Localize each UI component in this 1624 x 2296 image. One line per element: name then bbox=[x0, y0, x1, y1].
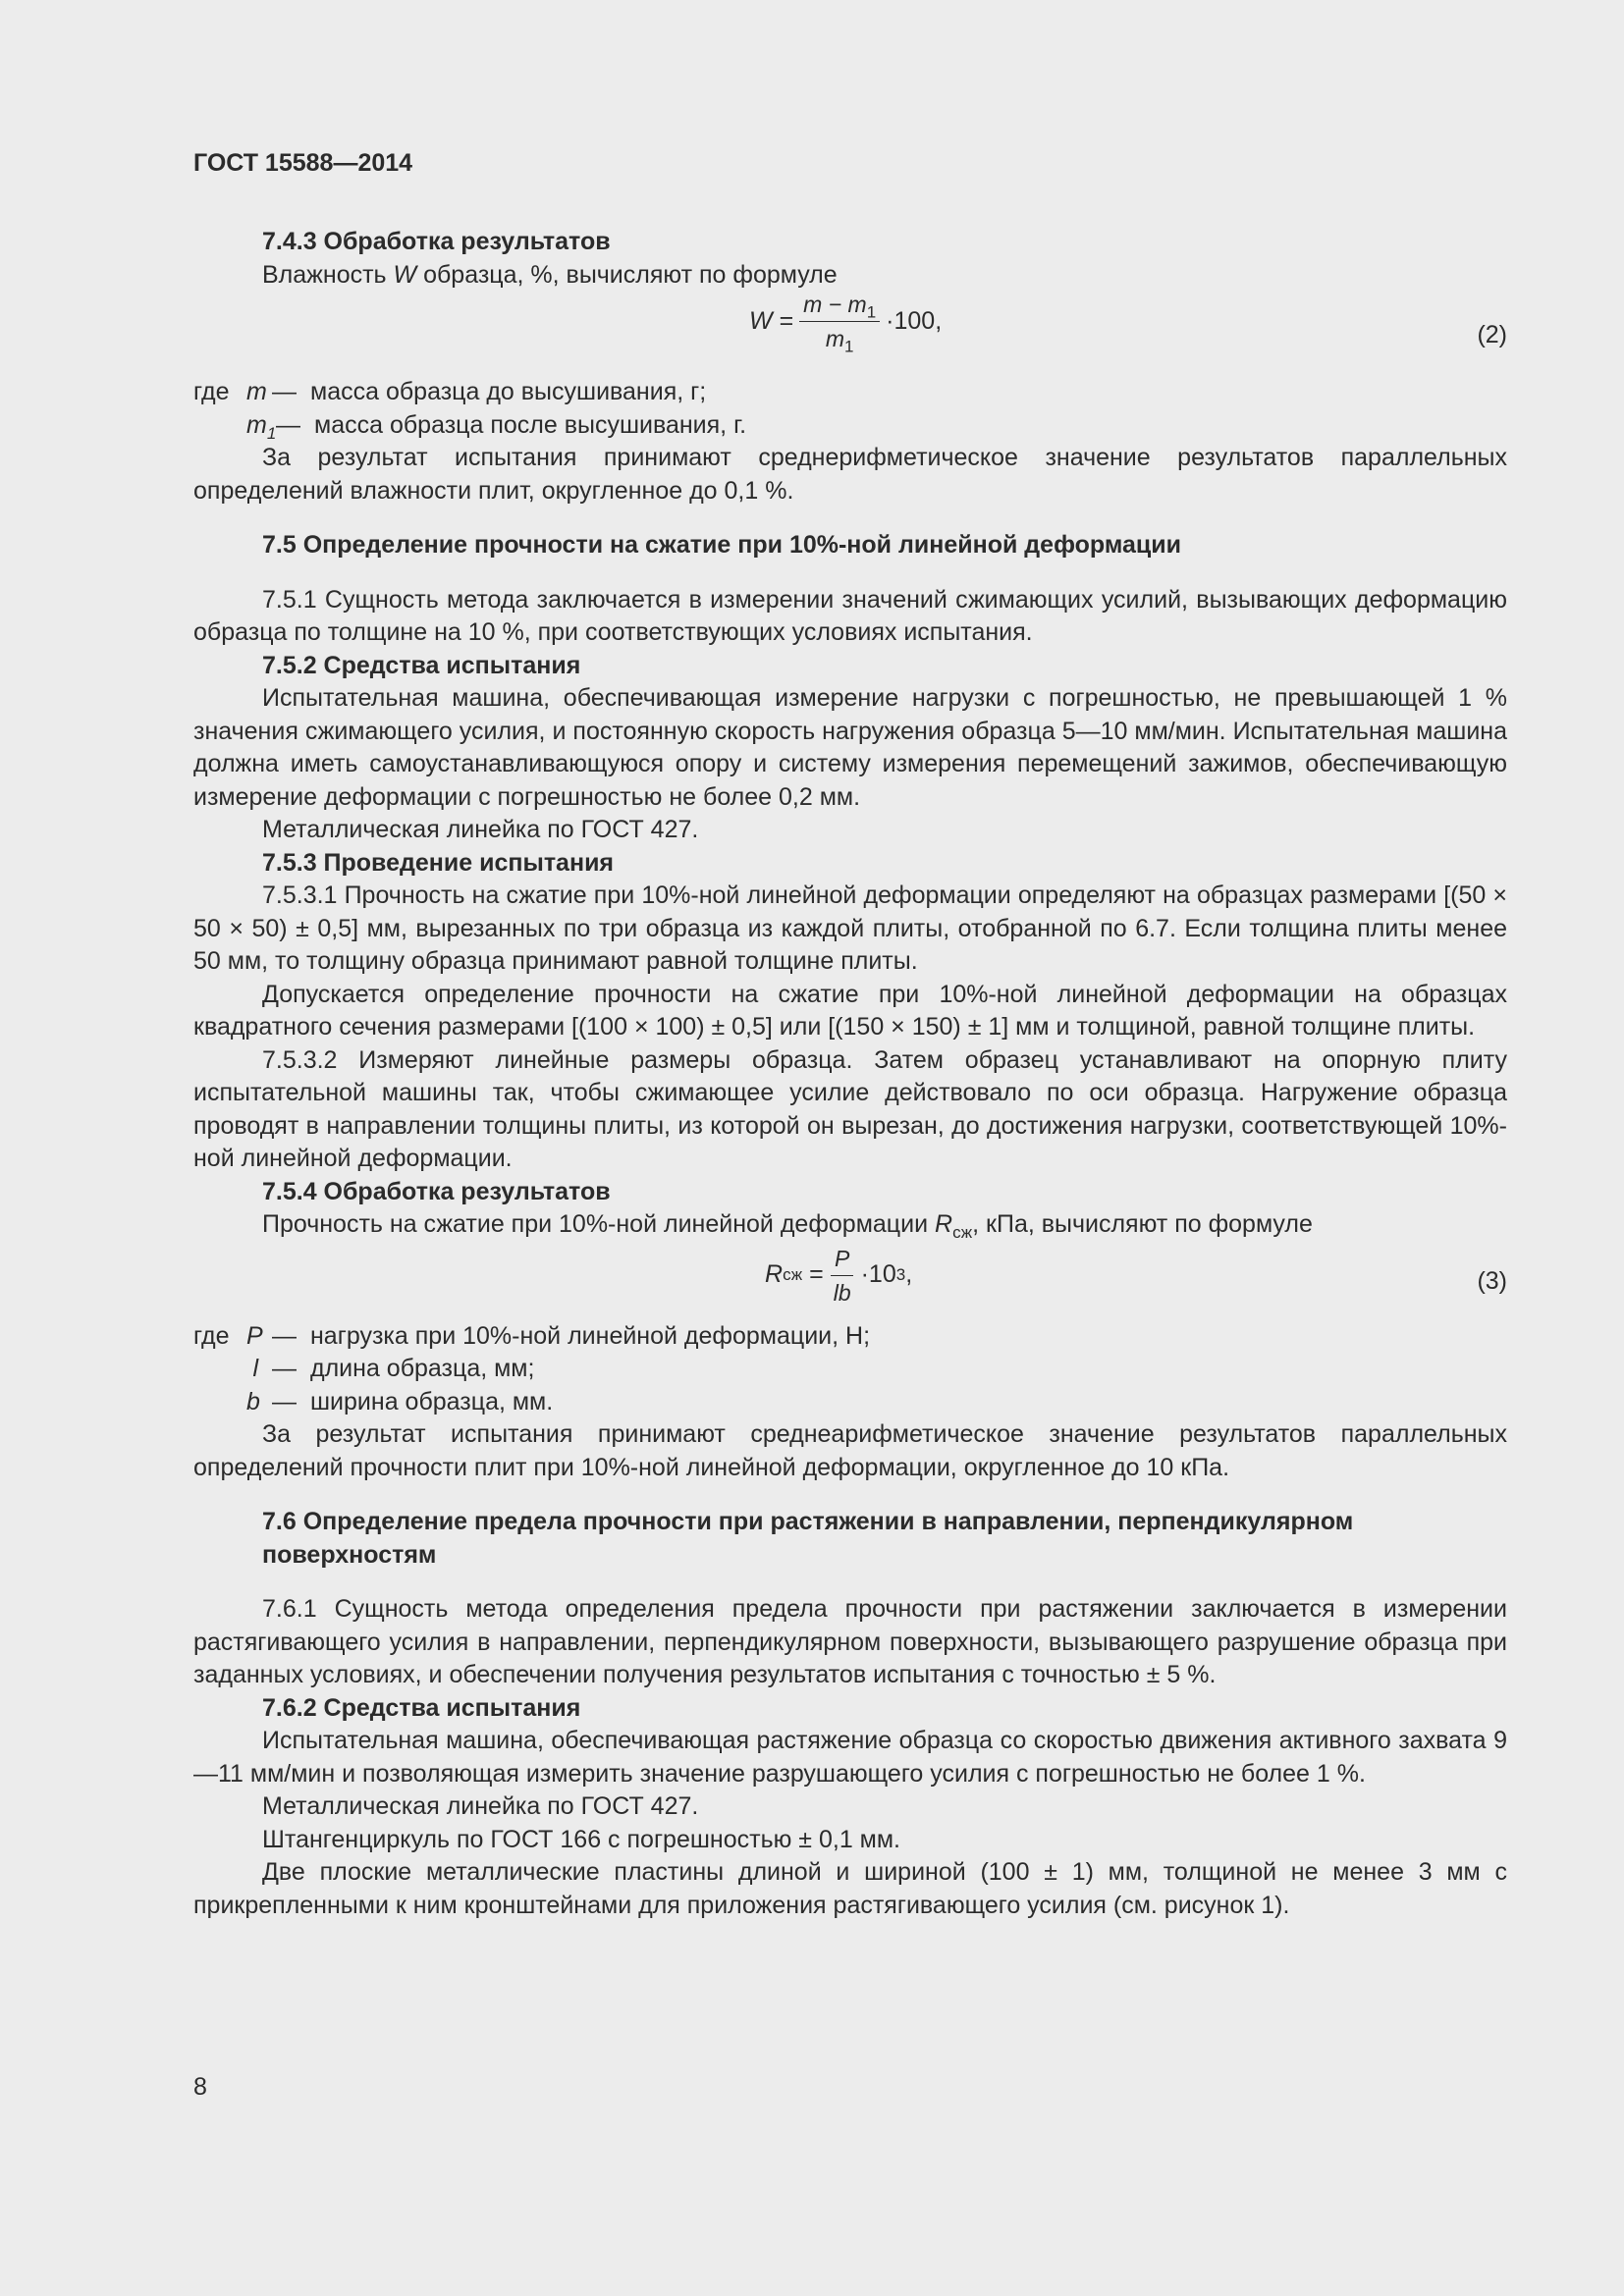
where-row-l: l — длина образца, мм; bbox=[252, 1355, 535, 1382]
document-body bbox=[193, 226, 1507, 1922]
section-heading-7-6-line1: 7.6 Определение предела прочности при растяжении в направлении, перпендикулярном bbox=[262, 1508, 1354, 1535]
formula-3 bbox=[193, 1242, 1507, 1320]
paragraph-moisture-result: За результат испытания принимают среднерифметическое значение результатов параллельных определений влажности плит, округленное до 0,1 %. bbox=[193, 444, 1507, 505]
where-row-b: b — ширина образца, мм. bbox=[246, 1387, 554, 1415]
paragraph-7-5-3-1-alt: Допускается определение прочности на сжатие при 10%-ной линейной деформации на образцах квадратного сечения размерами [(100 × 100) ± 0,5] или [(150 × 150) ± 1] мм и толщиной, равной толщине плиты. bbox=[193, 980, 1507, 1041]
section-heading-7-6-line2: поверхностям bbox=[262, 1540, 437, 1569]
page-number: 8 bbox=[193, 2073, 207, 2101]
formula-2-body: W = $\frac{m - m_1}{m_1}$ ·100, bbox=[749, 292, 943, 356]
formula-3-body: R сж = $\frac{P}{lb}$ ·10 3 , bbox=[765, 1245, 913, 1306]
formula-2-fraction: $\frac{m - m_1}{m_1}$ bbox=[799, 292, 880, 351]
paragraph-7-5-2-machine: Испытательная машина, обеспечивающая измерение нагрузки с погрешностью, не превышающей 1 % значения сжимающего усилия, и постоянную скорость нагружения образца 5—10 мм/мин. Испытательная машина должна иметь самоустанавливающуюся опору и систему измерения перемещений зажимов, обеспечивающую измерение деформации с погрешностью не более 0,2 мм. bbox=[193, 684, 1507, 811]
document-header: ГОСТ 15588—2014 bbox=[193, 149, 413, 177]
paragraph-7-6-2-ruler: Металлическая линейка по ГОСТ 427. bbox=[262, 1792, 699, 1820]
paragraph-7-5-2-ruler: Металлическая линейка по ГОСТ 427. bbox=[262, 816, 699, 843]
formula-3-number: (3) bbox=[1477, 1266, 1507, 1295]
paragraph-7-5-1: 7.5.1 Сущность метода заключается в измерении значений сжимающих усилий, вызывающих деформацию образца по толщине на 10 %, при соответствующих условиях испытания. bbox=[193, 585, 1507, 646]
section-heading-7-5-2: 7.5.2 Средства испытания bbox=[262, 651, 581, 679]
section-heading-7-5: 7.5 Определение прочности на сжатие при 10%-ной линейной деформации bbox=[262, 531, 1181, 559]
where-row-m1: $m_1$ — масса образца после высушивания, г. bbox=[246, 410, 747, 443]
where-row-P: где P — нагрузка при 10%-ной линейной деформации, Н; bbox=[193, 1321, 871, 1350]
paragraph-7-5-3-2: 7.5.3.2 Измеряют линейные размеры образца. Затем образец устанавливают на опорную плиту испытательной машины так, чтобы сжимающее усилие действовало по оси образца. Нагружение образца проводят в направлении толщины плиты, из которой он вырезан, до достижения нагрузки, соответствующей 10%-ной линейной деформации. bbox=[193, 1045, 1507, 1172]
paragraph-strength-intro: Прочность на сжатие при 10%-ной линейной деформации $R_{сж}$, кПа, вычисляют по формуле bbox=[262, 1210, 1313, 1242]
formula-2-number: (2) bbox=[1477, 321, 1507, 348]
formula-3-fraction: $\frac{P}{lb}$ bbox=[830, 1246, 855, 1306]
paragraph-7-5-3-1: 7.5.3.1 Прочность на сжатие при 10%-ной линейной деформации определяют на образцах размерами [(50 × 50 × 50) ± 0,5] мм, вырезанных по три образца из каждой плиты, отобранной по 6.7. Если толщина плиты менее 50 мм, то толщину образца принимают равной толщине плиты. bbox=[193, 881, 1507, 975]
paragraph-moisture-intro: Влажность W образца, %, вычисляют по формуле bbox=[262, 260, 838, 289]
section-heading-7-5-3: 7.5.3 Проведение испытания bbox=[262, 848, 615, 877]
formula-2 bbox=[193, 292, 1507, 376]
where-row-m: где m — масса образца до высушивания, г; bbox=[193, 378, 707, 405]
paragraph-7-6-1: 7.6.1 Сущность метода определения предела прочности при растяжении заключается в измерении растягивающего усилия в направлении, перпендикулярном поверхности, вызывающего разрушение образца при заданных условиях, и обеспечении получения результатов испытания с точностью ± 5 %. bbox=[193, 1595, 1507, 1688]
section-heading-7-5-4: 7.5.4 Обработка результатов bbox=[262, 1177, 611, 1205]
paragraph-7-6-2-caliper: Штангенциркуль по ГОСТ 166 с погрешностью ± 0,1 мм. bbox=[262, 1825, 900, 1853]
paragraph-7-6-2-plates: Две плоские металлические пластины длиной и шириной (100 ± 1) мм, толщиной не менее 3 мм с прикрепленными к ним кронштейнами для приложения растягивающего усилия (см. рисунок 1). bbox=[193, 1858, 1507, 1919]
section-heading-7-4-3: 7.4.3 Обработка результатов bbox=[262, 228, 611, 255]
paragraph-strength-result: За результат испытания принимают среднеарифметическое значение результатов параллельных определений прочности плит при 10%-ной линейной деформации, округленное до 10 кПа. bbox=[193, 1420, 1507, 1481]
section-heading-7-6-2: 7.6.2 Средства испытания bbox=[262, 1693, 581, 1722]
paragraph-7-6-2-machine: Испытательная машина, обеспечивающая растяжение образца со скоростью движения активного захвата 9—11 мм/мин и позволяющая измерить значение разрушающего усилия с погрешностью не более 1 %. bbox=[193, 1727, 1507, 1788]
